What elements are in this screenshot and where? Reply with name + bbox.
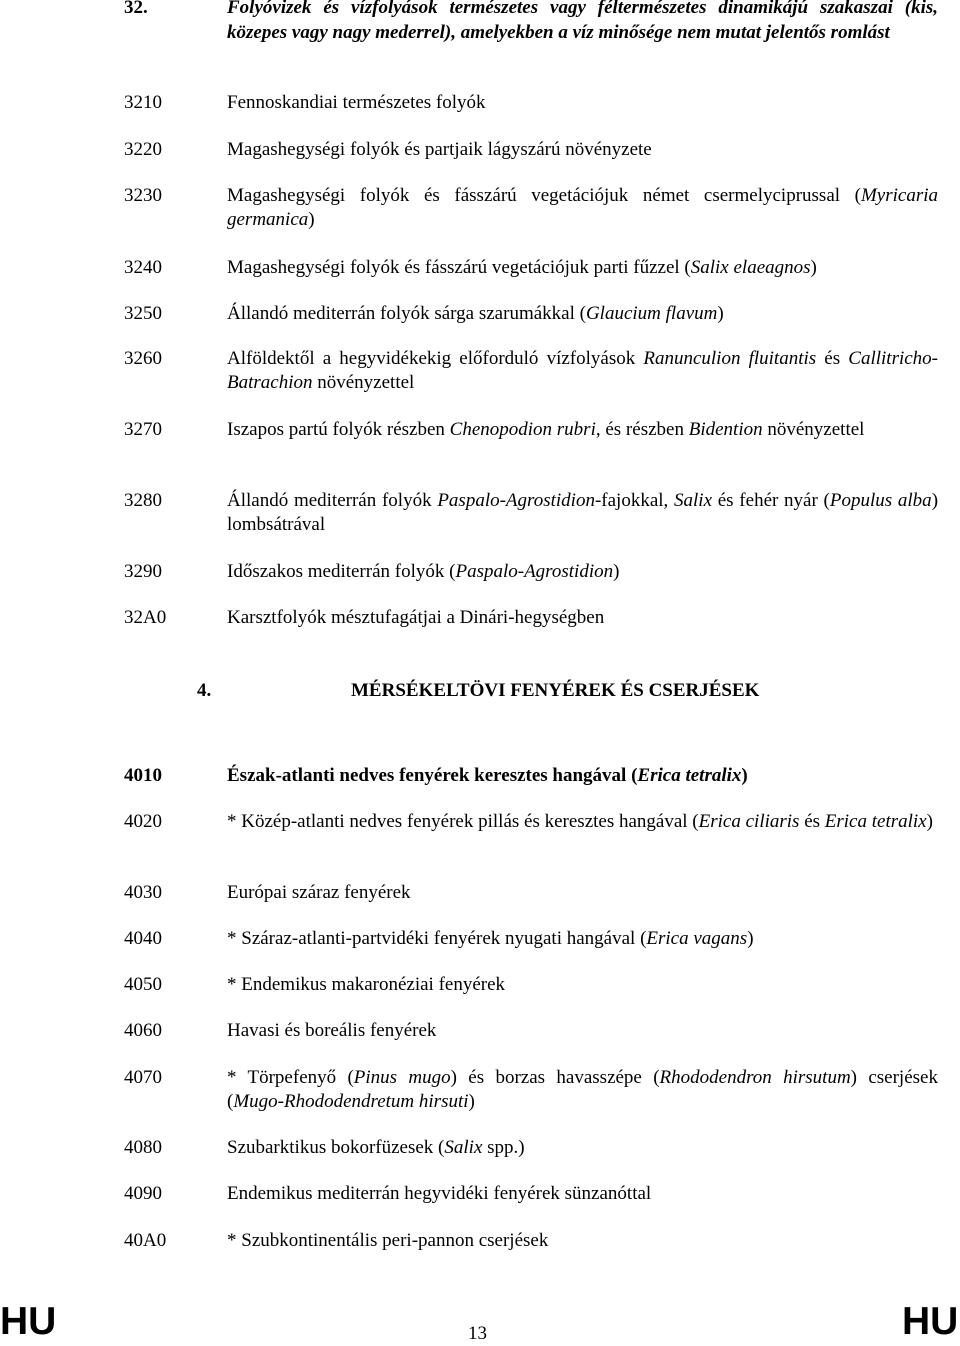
habitat-description: Európai száraz fenyérek: [227, 882, 411, 903]
habitat-description: Endemikus mediterrán hegyvidéki fenyérek sünzanóttal: [227, 1183, 652, 1204]
habitat-code: 3230: [124, 185, 162, 206]
habitat-description: Alföldektől a hegyvidékekig előforduló vízfolyások Ranunculion fluitantis és Callitricho-Batrachion növényzettel: [227, 348, 939, 393]
section-number: 4.: [197, 680, 212, 701]
habitat-code: 3290: [124, 561, 162, 582]
habitat-description: Észak-atlanti nedves fenyérek keresztes hangával (Erica tetralix): [227, 765, 748, 786]
habitat-code: 3250: [124, 303, 162, 324]
habitat-code: 3270: [124, 419, 162, 440]
habitat-description: * Törpefenyő (Pinus mugo) és borzas havasszépe (Rhododendron hirsutum) cserjések (Mugo-Rhododendretum hirsuti): [227, 1067, 938, 1112]
habitat-code: 3220: [124, 139, 162, 160]
habitat-description: Állandó mediterrán folyók sárga szarumákkal (Glaucium flavum): [227, 303, 724, 324]
footer-language-left: HU: [0, 1300, 57, 1343]
habitat-description: Magashegységi folyók és partjaik lágyszárú növényzete: [227, 139, 652, 160]
habitat-code: 3260: [124, 348, 162, 369]
habitat-description: Fennoskandiai természetes folyók: [227, 92, 486, 113]
habitat-description: Magashegységi folyók és fásszárú vegetációjuk német csermelyciprussal (Myricaria germanica): [227, 185, 938, 230]
section-number: 32.: [124, 0, 148, 18]
section-title: Folyóvizek és vízfolyások természetes vagy féltermészetes dinamikájú szakaszai (kis, közepes vagy nagy mederrel), amelyekben a víz minősége nem mutat jelentős romlást: [227, 0, 938, 43]
habitat-code: 4010: [124, 765, 162, 786]
habitat-code: 3240: [124, 257, 162, 278]
habitat-code: 3280: [124, 490, 162, 511]
habitat-description: Szubarktikus bokorfüzesek (Salix spp.): [227, 1137, 525, 1158]
habitat-code: 4070: [124, 1067, 162, 1088]
habitat-code: 4020: [124, 811, 162, 832]
habitat-description: Karsztfolyók mésztufagátjai a Dinári-hegységben: [227, 607, 605, 628]
habitat-description: * Száraz-atlanti-partvidéki fenyérek nyugati hangával (Erica vagans): [227, 928, 754, 949]
habitat-code: 3210: [124, 92, 162, 113]
habitat-code: 4060: [124, 1020, 162, 1041]
habitat-code: 40A0: [124, 1230, 167, 1251]
habitat-description: * Endemikus makaronéziai fenyérek: [227, 974, 506, 995]
habitat-description: Magashegységi folyók és fásszárú vegetációjuk parti fűzzel (Salix elaeagnos): [227, 257, 817, 278]
habitat-description: * Közép-atlanti nedves fenyérek pillás és keresztes hangával (Erica ciliaris és Erica tetralix): [227, 811, 933, 832]
section-title: MÉRSÉKELTÖVI FENYÉREK ÉS CSERJÉSEK: [351, 680, 760, 701]
habitat-description: * Szubkontinentális peri-pannon cserjések: [227, 1230, 549, 1251]
habitat-description: Időszakos mediterrán folyók (Paspalo-Agrostidion): [227, 561, 620, 582]
habitat-description: Havasi és boreális fenyérek: [227, 1020, 437, 1041]
habitat-description: Iszapos partú folyók részben Chenopodion rubri, és részben Bidention növényzettel: [227, 419, 865, 440]
footer-language-right: HU: [902, 1300, 959, 1343]
habitat-description: Állandó mediterrán folyók Paspalo-Agrostidion-fajokkal, Salix és fehér nyár (Populus alba) lombsátrával: [227, 490, 939, 535]
habitat-code: 4080: [124, 1137, 162, 1158]
habitat-code: 4030: [124, 882, 162, 903]
page-number: 13: [468, 1323, 487, 1344]
habitat-code: 4040: [124, 928, 162, 949]
habitat-code: 32A0: [124, 607, 167, 628]
habitat-code: 4050: [124, 974, 162, 995]
habitat-code: 4090: [124, 1183, 162, 1204]
